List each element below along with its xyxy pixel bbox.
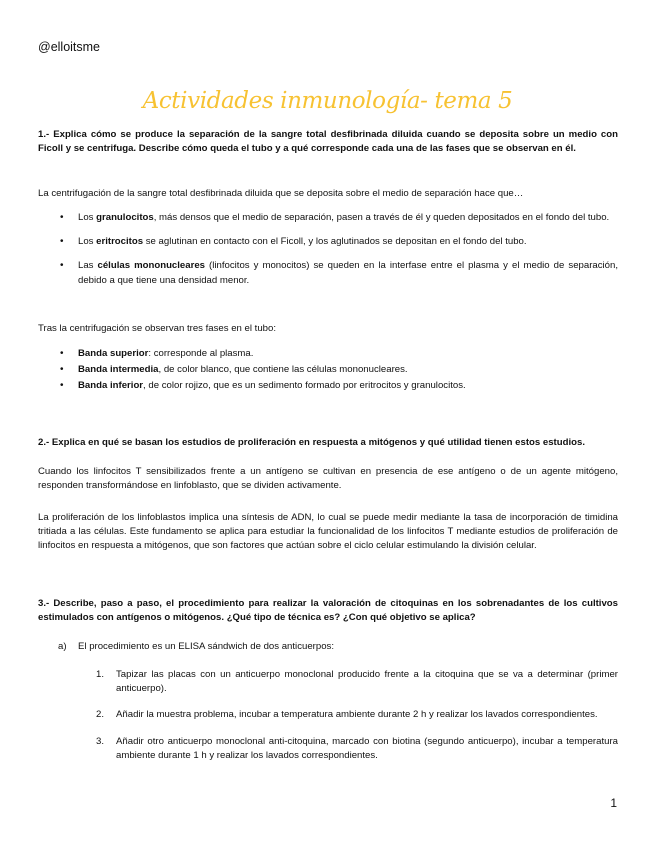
question-3: 3.- Describe, paso a paso, el procedimiento para realizar la valoración de citoquinas en los sobrenadantes de los cultivos estimulados con antígenos o mitógenos. ¿Qué tipo de técnica es? ¿Con qué objetivo se aplica? bbox=[38, 598, 618, 624]
list-item: • Las células mononucleares (linfocitos y monocitos) se queden en la interfase entre el plasma y el medio de separación, debido a que tiene una densidad menor. bbox=[60, 260, 619, 286]
q2-paragraph-1: Cuando los linfocitos T sensibilizados frente a un antígeno se cultivan en presencia de ese antígeno o de un agente mitógeno, responden transformándose en linfoblasto, que se dividen activamente. bbox=[38, 466, 618, 492]
bullet-icon: • bbox=[60, 260, 64, 272]
bullet-icon: • bbox=[60, 380, 64, 392]
bullet-icon: • bbox=[60, 236, 64, 248]
author-handle: @elloitsme bbox=[38, 40, 101, 54]
step-number: 3. bbox=[96, 735, 105, 747]
list-item: 3. Añadir otro anticuerpo monoclonal anti-citoquina, marcado con biotina (segundo anticuerpo), incubar a temperatura ambiente durante 1 h y realizar los lavados correspondientes. bbox=[96, 735, 618, 761]
step-number: 2. bbox=[96, 709, 105, 721]
bullet-icon: • bbox=[60, 212, 64, 223]
question-1: 1.- Explica cómo se produce la separación de la sangre total desfibrinada diluida cuando se deposita sobre un medio con Ficoll y se centrifuga. Describe cómo queda el tubo y a qué corresponde cada una de las fases que se observan en él. bbox=[38, 129, 618, 155]
q2-paragraph-2: La proliferación de los linfoblastos implica una síntesis de ADN, lo cual se puede medir mediante la tasa de incorporación de timidina tritiada a las células. Este fundamento se aplica para estudiar la funcionalidad de los linfocitos T mediante estudios de proliferación de linfocitos en respuesta a mitógenos, que son factores que actúan sobre el ciclo celular estimulando la división celular. bbox=[38, 512, 618, 552]
list-item: • Banda superior: corresponde al plasma. bbox=[58, 347, 618, 361]
list-item: • Los eritrocitos se aglutinan en contacto con el Ficoll, y los aglutinados se depositan en el fondo del tubo. bbox=[58, 235, 618, 249]
q3-answer-a-text: El procedimiento es un ELISA sándwich de dos anticuerpos: bbox=[78, 641, 334, 652]
q1-phases-intro: Tras la centrifugación se observan tres fases en el tubo: bbox=[38, 323, 277, 334]
bullet-icon: • bbox=[60, 364, 64, 376]
list-item: • Banda inferior, de color rojizo, que es un sedimento formado por eritrocitos y granulocitos. bbox=[58, 379, 618, 393]
list-item: 2. Añadir la muestra problema, incubar a temperatura ambiente durante 2 h y realizar los lavados correspondientes. bbox=[96, 708, 618, 722]
question-2: 2.- Explica en qué se basan los estudios de proliferación en respuesta a mitógenos y qué utilidad tienen estos estudios. bbox=[38, 437, 585, 448]
bullet-icon: • bbox=[60, 348, 64, 359]
list-item: • Banda intermedia, de color blanco, que contiene las células mononucleares. bbox=[58, 363, 618, 377]
q1-phases-list bbox=[58, 347, 618, 394]
list-item: 1. Tapizar las placas con un anticuerpo monoclonal producido frente a la citoquina que se va a determinar (primer anticuerpo). bbox=[96, 669, 618, 695]
q3-steps-list bbox=[96, 668, 618, 763]
q1-bullet-list bbox=[58, 211, 618, 288]
list-item: • Los granulocitos, más densos que el medio de separación, pasen a través de él y queden depositados en el fondo del tubo. bbox=[58, 211, 618, 225]
page-number: 1 bbox=[610, 796, 617, 810]
page-title: Actividades inmunología- tema 5 bbox=[142, 88, 513, 114]
q1-intro: La centrifugación de la sangre total desfibrinada diluida que se deposita sobre el medio de separación hace que… bbox=[38, 188, 524, 199]
list-marker: a) bbox=[58, 641, 67, 652]
step-number: 1. bbox=[96, 669, 105, 680]
